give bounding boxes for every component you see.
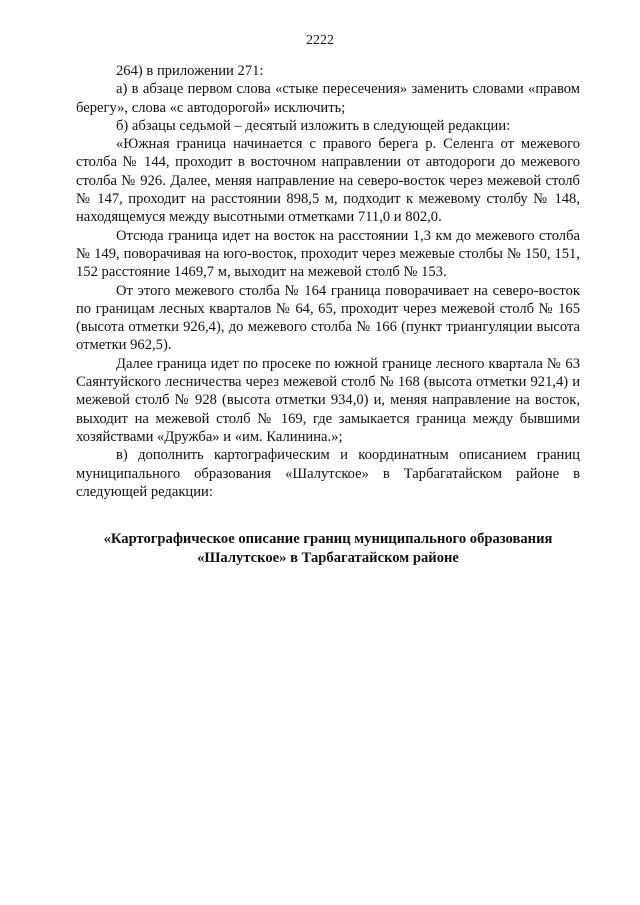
paragraph-subitem-a: а) в абзаце первом слова «стыке пересечения» заменить словами «правом берегу», слова «с автодорогой» исключить; xyxy=(76,81,580,116)
paragraph-subitem-b: б) абзацы седьмой – десятый изложить в следующей редакции: xyxy=(116,117,511,134)
section-heading-line-1: «Картографическое описание границ муниципального образования xyxy=(103,531,553,547)
paragraph-northeast-border: От этого межевого столба № 164 граница поворачивает на северо-восток по границам лесных кварталов № 64, 65, проходит через межевой столб № 165 (высота отметки 926,4), до межевого столба № 166 (пункт триангуляции высота отметки 962,5). xyxy=(76,282,580,354)
page-number: 2222 xyxy=(306,33,334,48)
paragraph-east-border: Отсюда граница идет на восток на расстоянии 1,3 км до межевого столба № 149, поворачивая на юго-восток, проходит через межевые столбы № 150, 151, 152 расстояние 1469,7 м, выходит на межевой столб № 153. xyxy=(76,227,580,281)
section-heading xyxy=(76,530,580,568)
paragraph-south-border: «Южная граница начинается с правого берега р. Селенга от межевого столба № 144, проходит в восточном направлении от автодороги до межевого столба № 926. Далее, меняя направление на северо-восток через межевой столб № 147, проходит на расстоянии 898,5 м, подходит к межевому столбу № 148, находящемуся между высотными отметками 711,0 и 802,0. xyxy=(76,136,580,226)
paragraph-clearing-border: Далее граница идет по просеке по южной границе лесного квартала № 63 Саянтуйского лесничества через межевой столб № 168 (высота отметки 921,4) и межевой столб № 928 (высота отметки 934,0) и, меняя направление на восток, выходит на межевой столб № 169, где замыкается граница между бывшими хозяйствами «Дружба» и «им. Калинина.»; xyxy=(76,355,580,445)
paragraph-subitem-v: в) дополнить картографическим и координатным описанием границ муниципального образования «Шалутское» в Тарбагатайском районе в следующей редакции: xyxy=(76,447,580,500)
section-heading-line-2: «Шалутское» в Тарбагатайском районе xyxy=(197,550,459,566)
document-body xyxy=(76,62,580,501)
paragraph-item-264: 264) в приложении 271: xyxy=(116,63,264,79)
